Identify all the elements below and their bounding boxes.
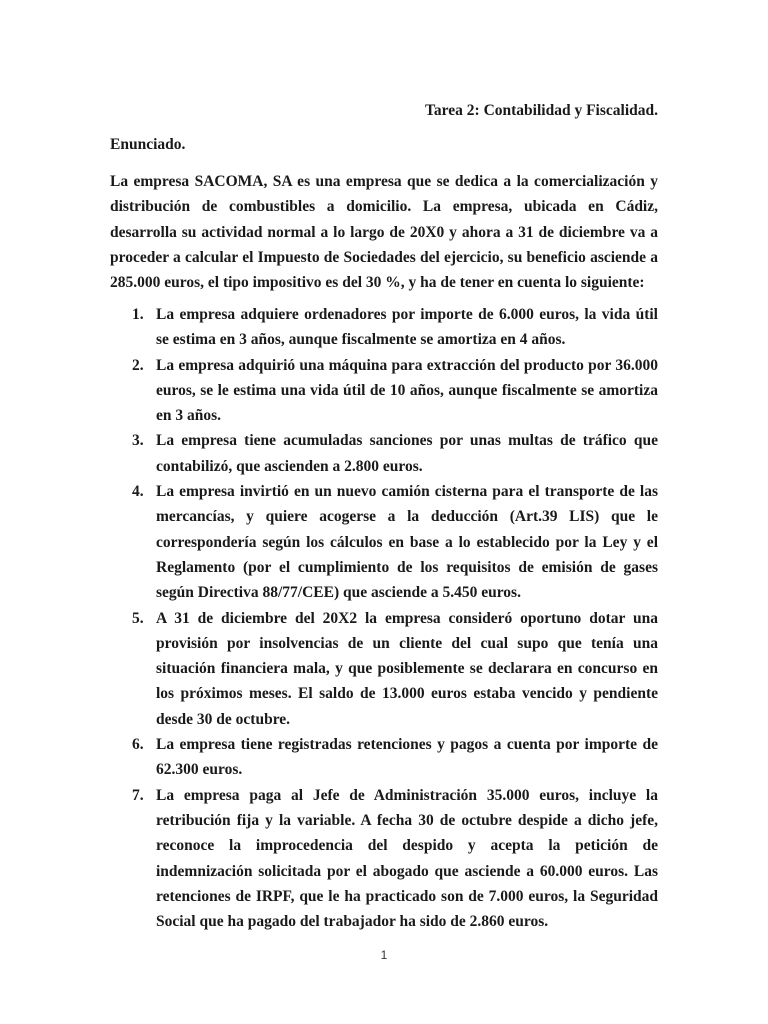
list-item xyxy=(110,302,658,353)
list-item xyxy=(110,479,658,605)
list-item-number: 2. xyxy=(132,356,144,374)
list-item-number: 4. xyxy=(132,483,144,501)
list-item xyxy=(110,353,658,429)
list-item-text: La empresa paga al Jefe de Administración 35.000 euros, incluye la retribución fija y la variable. A fecha 30 de octubre despide a dicho jefe, reconoce la improcedencia del despido y acepta la petición de indemnización solicitada por el abogado que asciende a 60.000 euros. Las retenciones de IRPF, que le ha practicado son de 7.000 euros, la Seguridad Social que ha pagado del trabajador ha sido de 2.860 euros. xyxy=(156,786,658,931)
page-number: 1 xyxy=(380,948,388,962)
list-item-number: 1. xyxy=(132,306,144,323)
list-item-number: 3. xyxy=(132,432,144,450)
list-item xyxy=(110,783,658,935)
document-subtitle: Enunciado. xyxy=(110,136,186,153)
list-item-number: 5. xyxy=(132,609,144,627)
list-item-text: La empresa tiene registradas retenciones y pagos a cuenta por importe de 62.300 euros. xyxy=(156,736,658,779)
list-item-text: La empresa invirtió en un nuevo camión cisterna para el transporte de las mercancías, y quiere acogerse a la deducción (Art.39 LIS) que le correspondería según los cálculos en base a lo establecido por la Ley y el Reglamento (por el cumplimiento de los requisitos de emisión de gases según Directiva 88/77/CEE) que asciende a 5.450 euros. xyxy=(156,483,658,602)
list-item-number: 7. xyxy=(132,786,144,804)
list-item-text: La empresa tiene acumuladas sanciones por unas multas de tráfico que contabilizó, que ascienden a 2.800 euros. xyxy=(156,432,658,475)
list-item-text: A 31 de diciembre del 20X2 la empresa consideró oportuno dotar una provisión por insolvencias de un cliente del cual supo que tenía una situación financiera mala, y que posiblemente se declarara en concurso en los próximos meses. El saldo de 13.000 euros estaba vencido y pendiente desde 30 de octubre. xyxy=(156,609,658,728)
list-item xyxy=(110,428,658,479)
list-item xyxy=(110,606,658,732)
list-item-number: 6. xyxy=(132,736,144,754)
list-item xyxy=(110,732,658,783)
list-item-text: La empresa adquirió una máquina para extracción del producto por 36.000 euros, se le estima una vida útil de 10 años, aunque fiscalmente se amortiza en 3 años. xyxy=(156,356,658,425)
list-item-text: La empresa adquiere ordenadores por importe de 6.000 euros, la vida útil se estima en 3 años, aunque fiscalmente se amortiza en 4 años. xyxy=(156,306,658,349)
document-title: Tarea 2: Contabilidad y Fiscalidad. xyxy=(425,102,658,119)
intro-paragraph: La empresa SACOMA, SA es una empresa que se dedica a la comercialización y distribución de combustibles a domicilio. La empresa, ubicada en Cádiz, desarrolla su actividad normal a lo largo de 20X0 y ahora a 31 de diciembre va a proceder a calcular el Impuesto de Sociedades del ejercicio, su beneficio asciende a 285.000 euros, el tipo impositivo es del 30 %, y ha de tener en cuenta lo siguiente: xyxy=(110,173,658,292)
numbered-list xyxy=(110,302,658,934)
